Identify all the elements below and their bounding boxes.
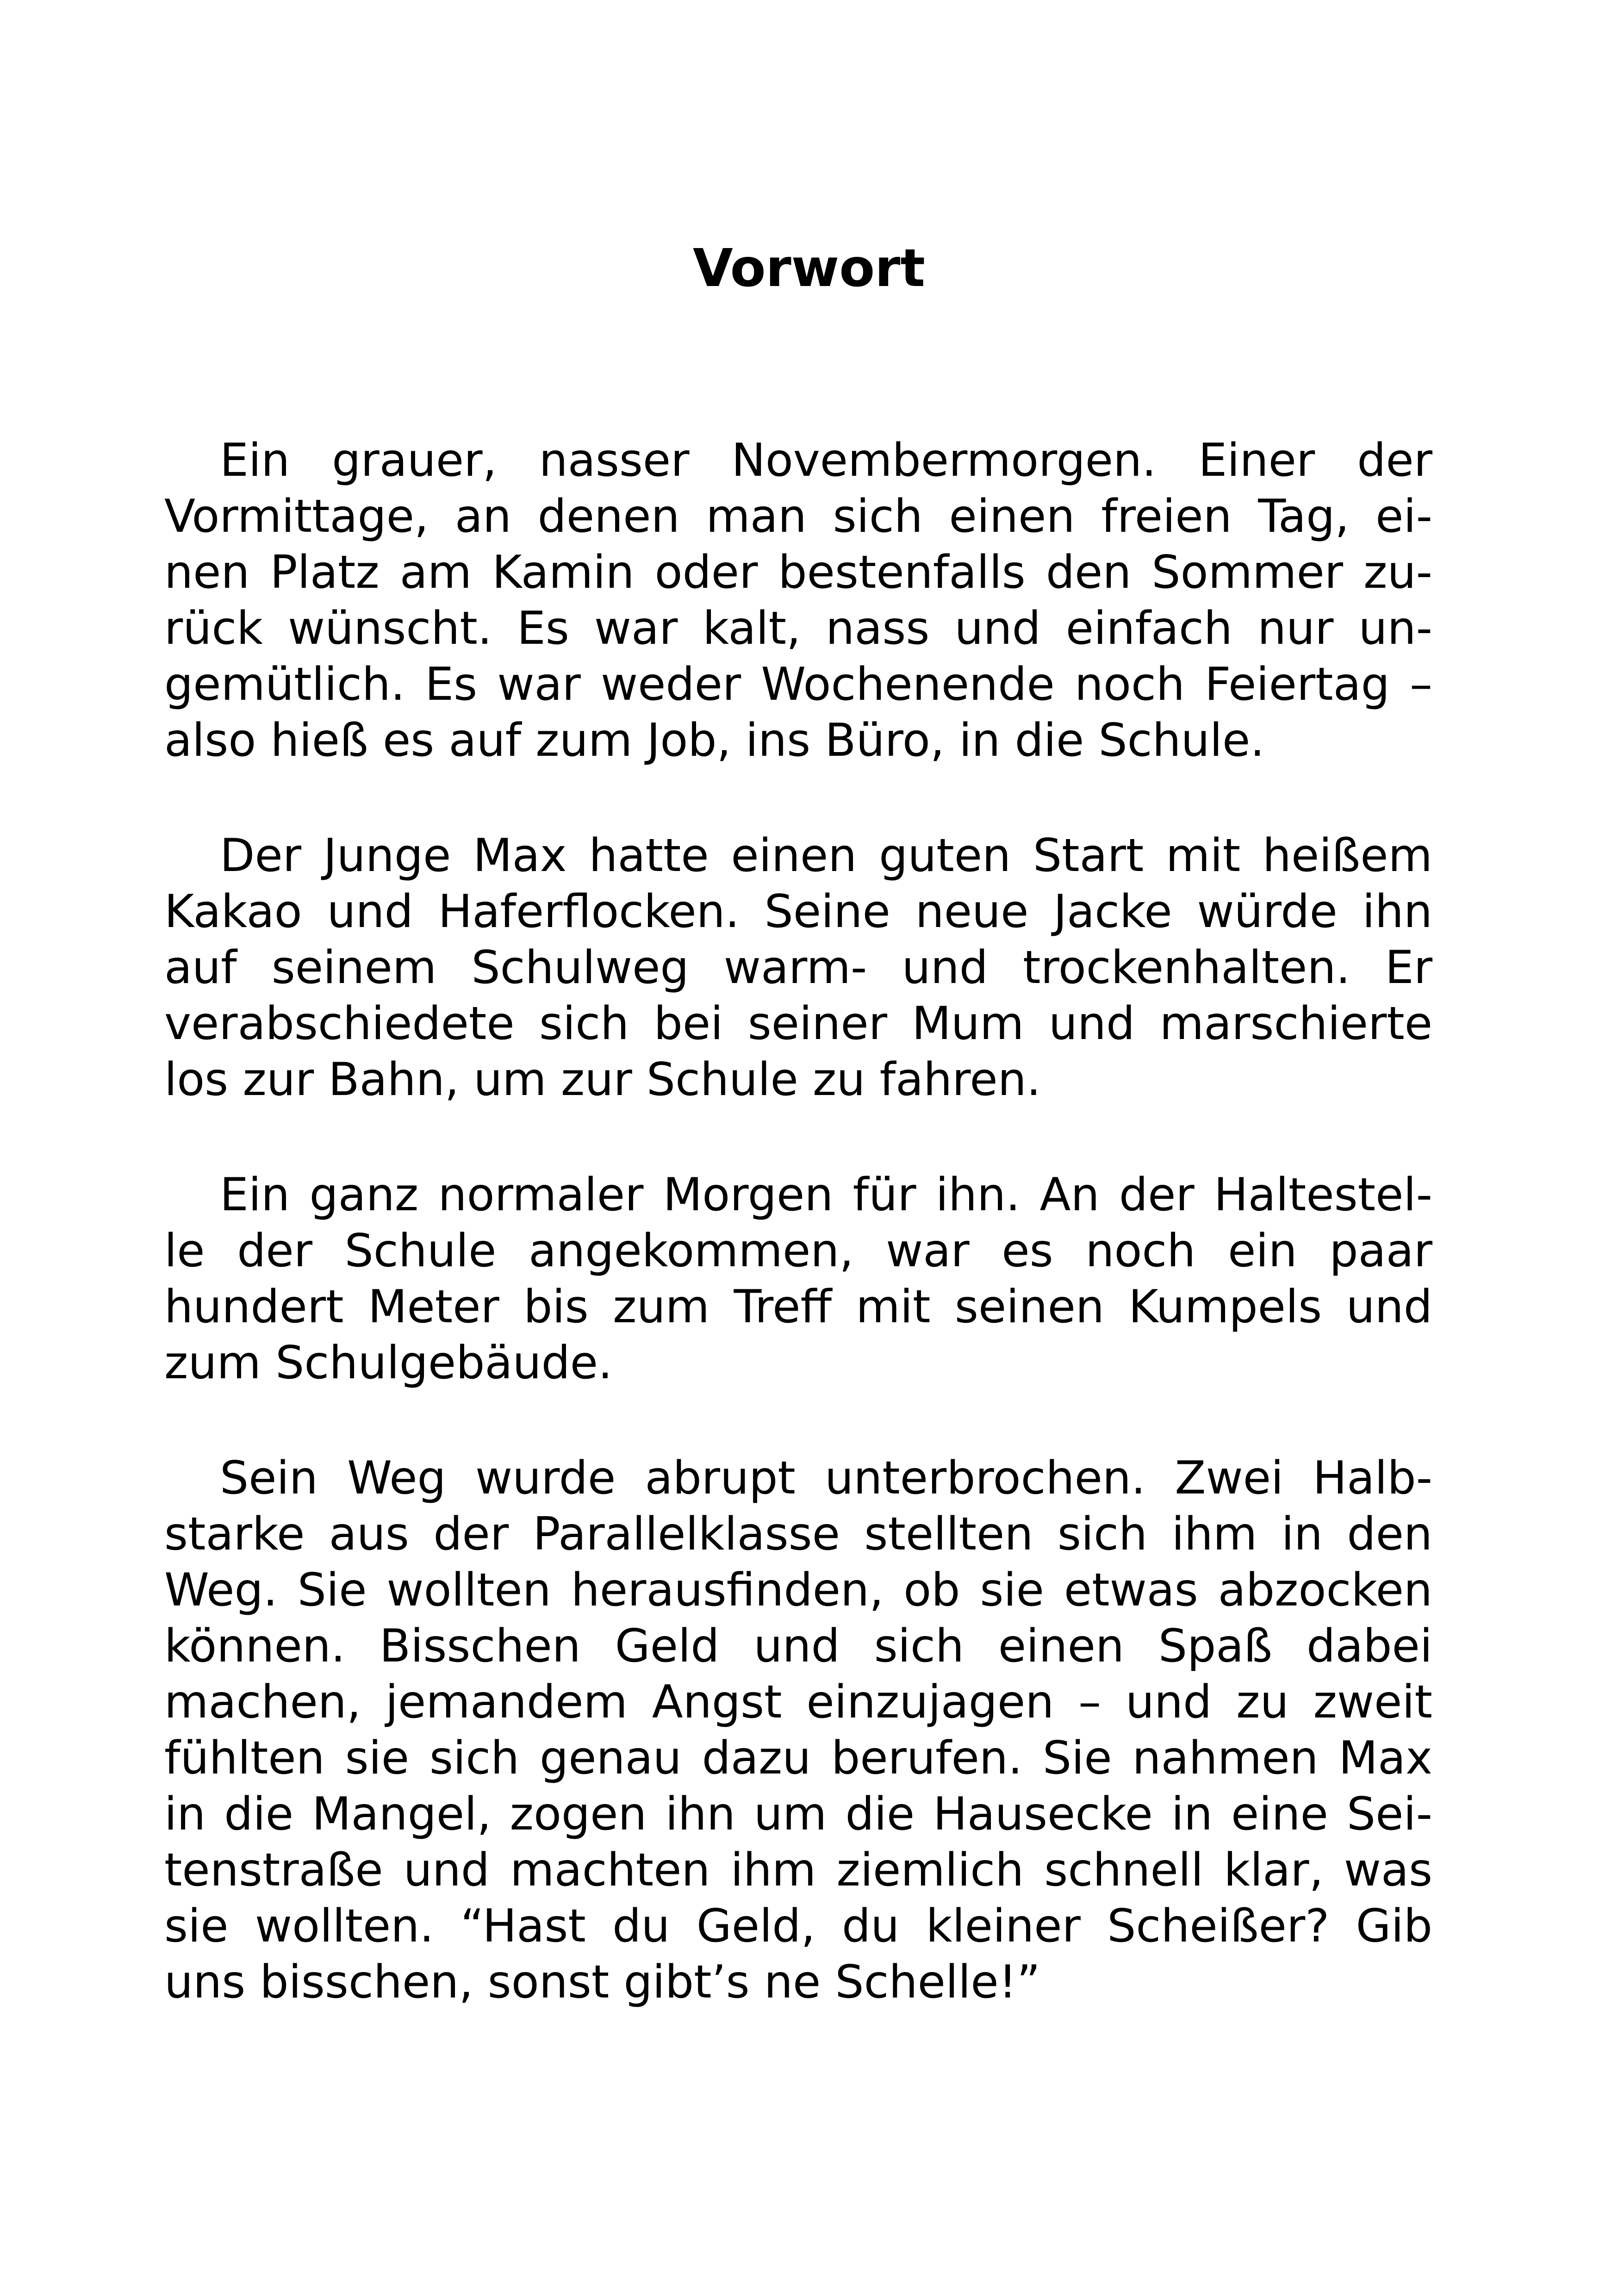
paragraph-1 bbox=[164, 433, 1432, 769]
text-line: Sein Weg wurde abrupt unterbrochen. Zwei Halb- bbox=[220, 1452, 1432, 1505]
text-line: Ein ganz normaler Morgen für ihn. An der Haltestel- bbox=[220, 1169, 1432, 1221]
page-title: Vorwort bbox=[693, 238, 925, 299]
text-line: auf seinem Schulweg warm- und trockenhalten. Er bbox=[164, 941, 1432, 994]
text-line: gemütlich. Es war weder Wochenende noch Feiertag – bbox=[164, 658, 1432, 711]
text-line: Weg. Sie wollten herausfinden, ob sie etwas abzocken bbox=[164, 1564, 1432, 1617]
text-line: Kakao und Haferflocken. Seine neue Jacke würde ihn bbox=[164, 885, 1432, 938]
text-line: können. Bisschen Geld und sich einen Spaß dabei bbox=[164, 1620, 1432, 1673]
text-line: also hieß es auf zum Job, ins Büro, in die Schule. bbox=[164, 714, 1265, 767]
text-line: fühlten sie sich genau dazu berufen. Sie nahmen Max bbox=[164, 1732, 1432, 1785]
text-line: starke aus der Parallelklasse stellten sich ihm in den bbox=[164, 1508, 1432, 1561]
text-line: uns bisschen, sonst gibt’s ne Schelle!” bbox=[164, 1956, 1040, 2009]
text-line: tenstraße und machten ihm ziemlich schnell klar, was bbox=[164, 1844, 1432, 1897]
paragraph-4 bbox=[164, 1450, 1432, 2010]
text-line: Ein grauer, nasser Novembermorgen. Einer der bbox=[220, 434, 1432, 487]
body-text bbox=[164, 433, 1432, 2070]
text-line: hundert Meter bis zum Treff mit seinen Kumpels und bbox=[164, 1281, 1432, 1333]
text-line: nen Platz am Kamin oder bestenfalls den Sommer zu- bbox=[164, 546, 1432, 599]
text-line: los zur Bahn, um zur Schule zu fahren. bbox=[164, 1053, 1041, 1106]
paragraph-3 bbox=[164, 1167, 1432, 1391]
text-line: zum Schulgebäude. bbox=[164, 1337, 613, 1389]
text-line: sie wollten. “Hast du Geld, du kleiner Scheißer? Gib bbox=[164, 1900, 1432, 1953]
text-line: verabschiedete sich bei seiner Mum und marschierte bbox=[164, 997, 1432, 1050]
text-line: in die Mangel, zogen ihn um die Hausecke in eine Sei- bbox=[164, 1788, 1432, 1841]
text-line: le der Schule angekommen, war es noch ein paar bbox=[164, 1225, 1432, 1277]
text-line: Der Junge Max hatte einen guten Start mit heißem bbox=[220, 829, 1432, 882]
text-line: Vormittage, an denen man sich einen freien Tag, ei- bbox=[164, 490, 1432, 543]
text-line: rück wünscht. Es war kalt, nass und einfach nur un- bbox=[164, 602, 1432, 655]
paragraph-2 bbox=[164, 828, 1432, 1108]
text-line: machen, jemandem Angst einzujagen – und zu zweit bbox=[164, 1676, 1432, 1729]
